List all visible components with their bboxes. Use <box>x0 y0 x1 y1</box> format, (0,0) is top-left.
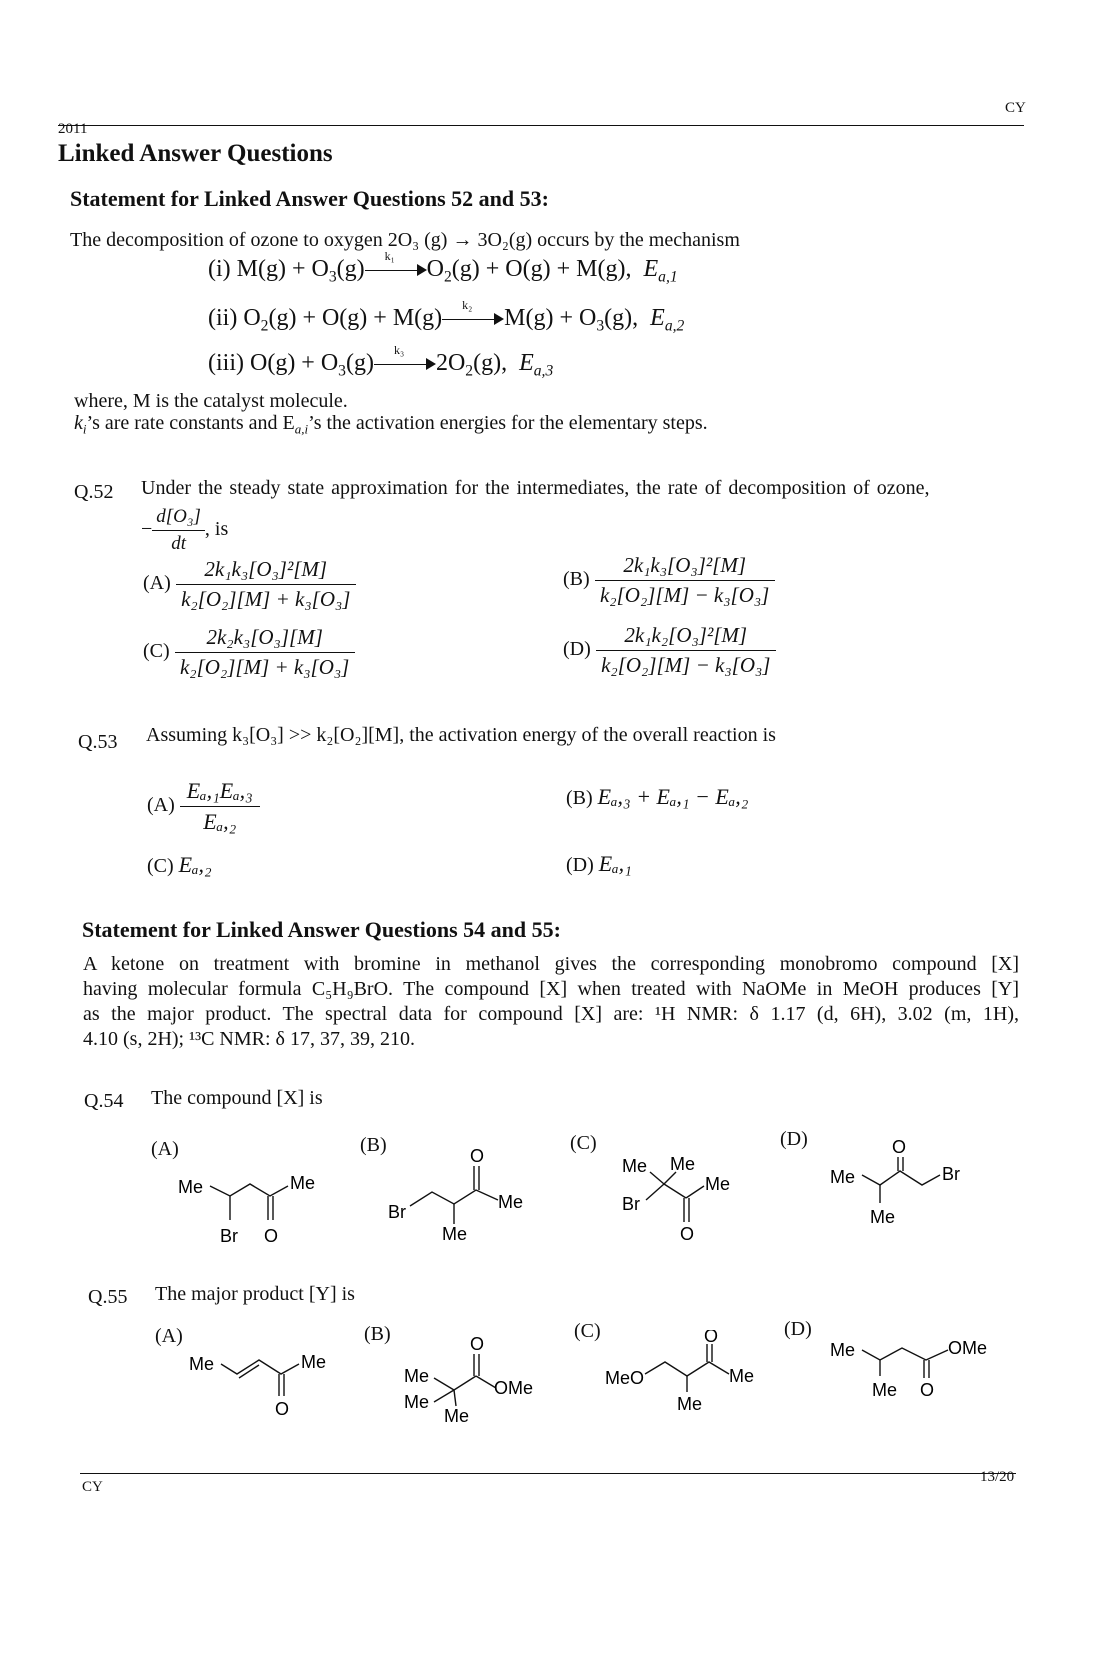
q54-structure-b[interactable] <box>380 1140 550 1250</box>
svg-text:O: O <box>704 1330 719 1346</box>
svg-text:O: O <box>892 1137 907 1157</box>
svg-text:O: O <box>680 1224 695 1244</box>
k1-label: k₁ <box>384 249 395 264</box>
svg-text:Me: Me <box>301 1352 327 1372</box>
q54-structure-a[interactable] <box>170 1160 340 1260</box>
q52-rate-expression: − $\frac{\text{d[O₃]}}{dt}$ , is <box>141 506 229 554</box>
k2-label: k₂ <box>462 298 473 313</box>
q52-option-d[interactable]: (D) $\frac{\text{2k₁k₂[O₃]²[M]}}{\text{k₂[O₂][M] − k₃[O₃]}}$ <box>563 623 776 678</box>
svg-text:Me: Me <box>178 1177 204 1197</box>
header-code: CY <box>1005 100 1026 116</box>
footer-code: CY <box>82 1479 103 1495</box>
svg-text:OMe: OMe <box>948 1338 988 1358</box>
svg-text:Me: Me <box>729 1366 755 1386</box>
q54-label-c: (C) <box>570 1132 597 1154</box>
svg-text:Br: Br <box>220 1226 238 1246</box>
svg-text:Me: Me <box>189 1354 215 1374</box>
svg-text:Br: Br <box>388 1202 406 1222</box>
mechanism-step-ii: (ii) $O_2(g) + O(g) + M(g)$ k₂ $M(g) + O_3(g)$, $E_{a,2}$ <box>208 298 685 335</box>
statement1-note: $k_i’s$ are rate constants and $E_{a,i}’s$ the activation energies for the elementary steps. <box>74 412 708 437</box>
svg-text:Br: Br <box>942 1164 960 1184</box>
statement2-line-3: as the major product. The spectral data for compound [X] are: ¹H NMR: δ 1.17 (d, 6H), 3.02 (m, 1H), <box>83 1003 1019 1025</box>
svg-text:Me: Me <box>290 1173 316 1193</box>
q55-label-a: (A) <box>155 1325 183 1347</box>
section-title: Linked Answer Questions <box>58 140 333 167</box>
q55-structure-a[interactable] <box>185 1340 355 1440</box>
svg-text:Me: Me <box>498 1192 524 1212</box>
svg-text:Me: Me <box>830 1340 856 1360</box>
header-year: 2011 <box>58 121 88 137</box>
statement1-title: Statement for Linked Answer Questions 52 and 53: <box>70 186 549 211</box>
q52-option-b[interactable]: (B) $\frac{\text{2k₁k₃[O₃]²[M]}}{\text{k₂[O₂][M] − k₃[O₃]}}$ <box>563 553 775 608</box>
q54-text: The compound [X] is <box>151 1087 323 1109</box>
svg-text:Me: Me <box>442 1224 468 1244</box>
svg-text:Me: Me <box>705 1174 731 1194</box>
q52-option-c[interactable]: (C) $\frac{\text{2k₂k₃[O₃][M]}}{\text{k₂[O₂][M] + k₃[O₃]}}$ <box>143 625 355 680</box>
q54-label-d: (D) <box>780 1128 808 1150</box>
q53-option-d[interactable]: (D) Eₐ,₁ <box>566 851 632 876</box>
header-rule <box>58 125 1024 126</box>
svg-text:OMe: OMe <box>494 1378 534 1398</box>
svg-text:Me: Me <box>872 1380 898 1400</box>
statement2-line-2: having molecular formula C₅H₉BrO. The compound [X] when treated with NaOMe in MeOH produces [Y] <box>83 978 1019 1000</box>
page-number: 13/20 <box>980 1469 1015 1485</box>
q52-number: Q.52 <box>74 481 114 503</box>
q55-structure-b[interactable] <box>400 1330 580 1440</box>
q53-text: Assuming k₃[O₃] >> k₂[O₂][M], the activation energy of the overall reaction is <box>146 724 776 746</box>
svg-text:O: O <box>470 1334 485 1354</box>
q54-label-a: (A) <box>151 1138 179 1160</box>
statement2-line-4: 4.10 (s, 2H); ¹³C NMR: δ 17, 37, 39, 210. <box>83 1028 415 1050</box>
q55-label-c: (C) <box>574 1320 601 1342</box>
q53-number: Q.53 <box>78 731 118 753</box>
footer-rule <box>80 1473 1016 1474</box>
q52-text: Under the steady state approximation for the intermediates, the rate of decomposition of ozone, <box>141 477 930 499</box>
q55-structure-c[interactable] <box>605 1330 775 1440</box>
q55-label-b: (B) <box>364 1323 391 1345</box>
statement1-where: where, M is the catalyst molecule. <box>74 390 348 412</box>
svg-text:Br: Br <box>622 1194 640 1214</box>
statement2-line-1: A ketone on treatment with bromine in methanol gives the corresponding monobromo compound [X] <box>83 953 1019 975</box>
q55-structure-d[interactable] <box>830 1330 1000 1430</box>
statement2-title: Statement for Linked Answer Questions 54 and 55: <box>82 917 561 942</box>
q54-structure-d[interactable] <box>830 1135 1000 1235</box>
svg-text:Me: Me <box>870 1207 896 1227</box>
svg-text:O: O <box>264 1226 279 1246</box>
q55-label-d: (D) <box>784 1318 812 1340</box>
svg-text:O: O <box>470 1146 485 1166</box>
q54-structure-c[interactable] <box>610 1150 780 1260</box>
k3-label: k₃ <box>393 343 405 358</box>
svg-text:O: O <box>920 1380 935 1400</box>
svg-text:Me: Me <box>622 1156 648 1176</box>
q53-option-b[interactable]: (B) Eₐ,₃ + Eₐ,₁ − Eₐ,₂ <box>566 784 749 809</box>
q53-option-a[interactable]: (A) $\frac{\text{Eₐ,₁Eₐ,₃}}{\text{Eₐ,₂}}$ <box>147 778 260 835</box>
q55-number: Q.55 <box>88 1286 128 1308</box>
svg-text:Me: Me <box>444 1406 470 1426</box>
q52-option-a[interactable]: (A) $\frac{\text{2k₁k₃[O₃]²[M]}}{\text{k₂[O₂][M] + k₃[O₃]}}$ <box>143 557 356 612</box>
svg-text:Me: Me <box>404 1392 430 1412</box>
q55-text: The major product [Y] is <box>155 1283 355 1305</box>
q53-option-c[interactable]: (C) Eₐ,₂ <box>147 852 212 877</box>
svg-text:Me: Me <box>677 1394 703 1414</box>
q54-label-b: (B) <box>360 1134 387 1156</box>
svg-text:Me: Me <box>670 1154 696 1174</box>
q54-number: Q.54 <box>84 1090 124 1112</box>
mechanism-step-i: (i) $M(g) + O_3(g)$ k₁ $O_2(g) + O(g) + M(g)$, $E_{a,1}$ <box>208 249 678 286</box>
svg-text:Me: Me <box>404 1366 430 1386</box>
statement1-intro: The decomposition of ozone to oxygen 2O₃ (g) → 3O₂(g) occurs by the mechanism <box>70 229 740 251</box>
mechanism-step-iii: (iii) $O(g) + O_3(g)$ k₃ $2O_2(g)$, $E_{a,3}$ <box>208 343 554 380</box>
svg-text:O: O <box>275 1399 290 1419</box>
svg-text:Me: Me <box>830 1167 856 1187</box>
svg-text:MeO: MeO <box>605 1368 645 1388</box>
